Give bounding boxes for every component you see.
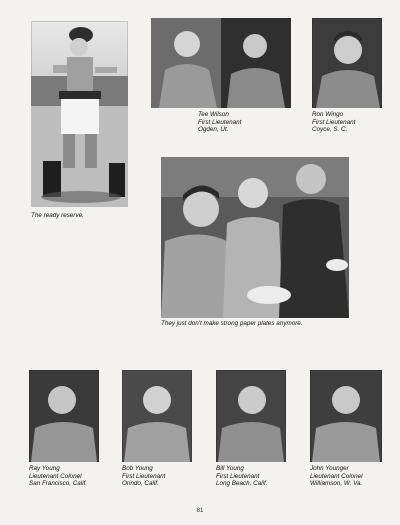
photo-ray-young	[29, 370, 99, 462]
bob-young-image	[122, 370, 192, 462]
caption-ron-wingo: Ron Wingo First Lieutenant Coyce, S. C.	[312, 111, 356, 134]
ready-reserve-image	[31, 21, 128, 207]
caption-john-younger: John Younger Lieutenant Colonel Williamson, W. Va.	[310, 465, 363, 488]
photo-bob-young	[122, 370, 192, 462]
page-number: 81	[196, 508, 204, 514]
john-younger-image	[310, 370, 382, 462]
photo-group-meal	[161, 157, 349, 318]
caption-tee-wilson: Tee Wilson First Lieutenant Ogden, Ut.	[198, 111, 242, 134]
ron-wingo-image	[312, 18, 382, 108]
photo-ready-reserve	[31, 21, 128, 207]
tee-wilson-image	[151, 18, 291, 108]
caption-ray-young: Ray Young Lieutenant Colonel San Francisco, Calif.	[29, 465, 88, 488]
caption-ready-reserve: The ready reserve.	[31, 212, 84, 219]
photo-ron-wingo	[312, 18, 382, 108]
caption-group-meal: They just don't make strong paper plates anymore.	[161, 320, 303, 327]
photo-john-younger	[310, 370, 382, 462]
caption-bob-young: Bob Young First Lieutenant Orindo, Calif.	[122, 465, 166, 488]
group-meal-image	[161, 157, 349, 318]
ray-young-image	[29, 370, 99, 462]
photo-bill-young	[216, 370, 286, 462]
bill-young-image	[216, 370, 286, 462]
photo-tee-wilson	[151, 18, 291, 108]
caption-bill-young: Bill Young First Lieutenant Long Beach, Calif.	[216, 465, 268, 488]
